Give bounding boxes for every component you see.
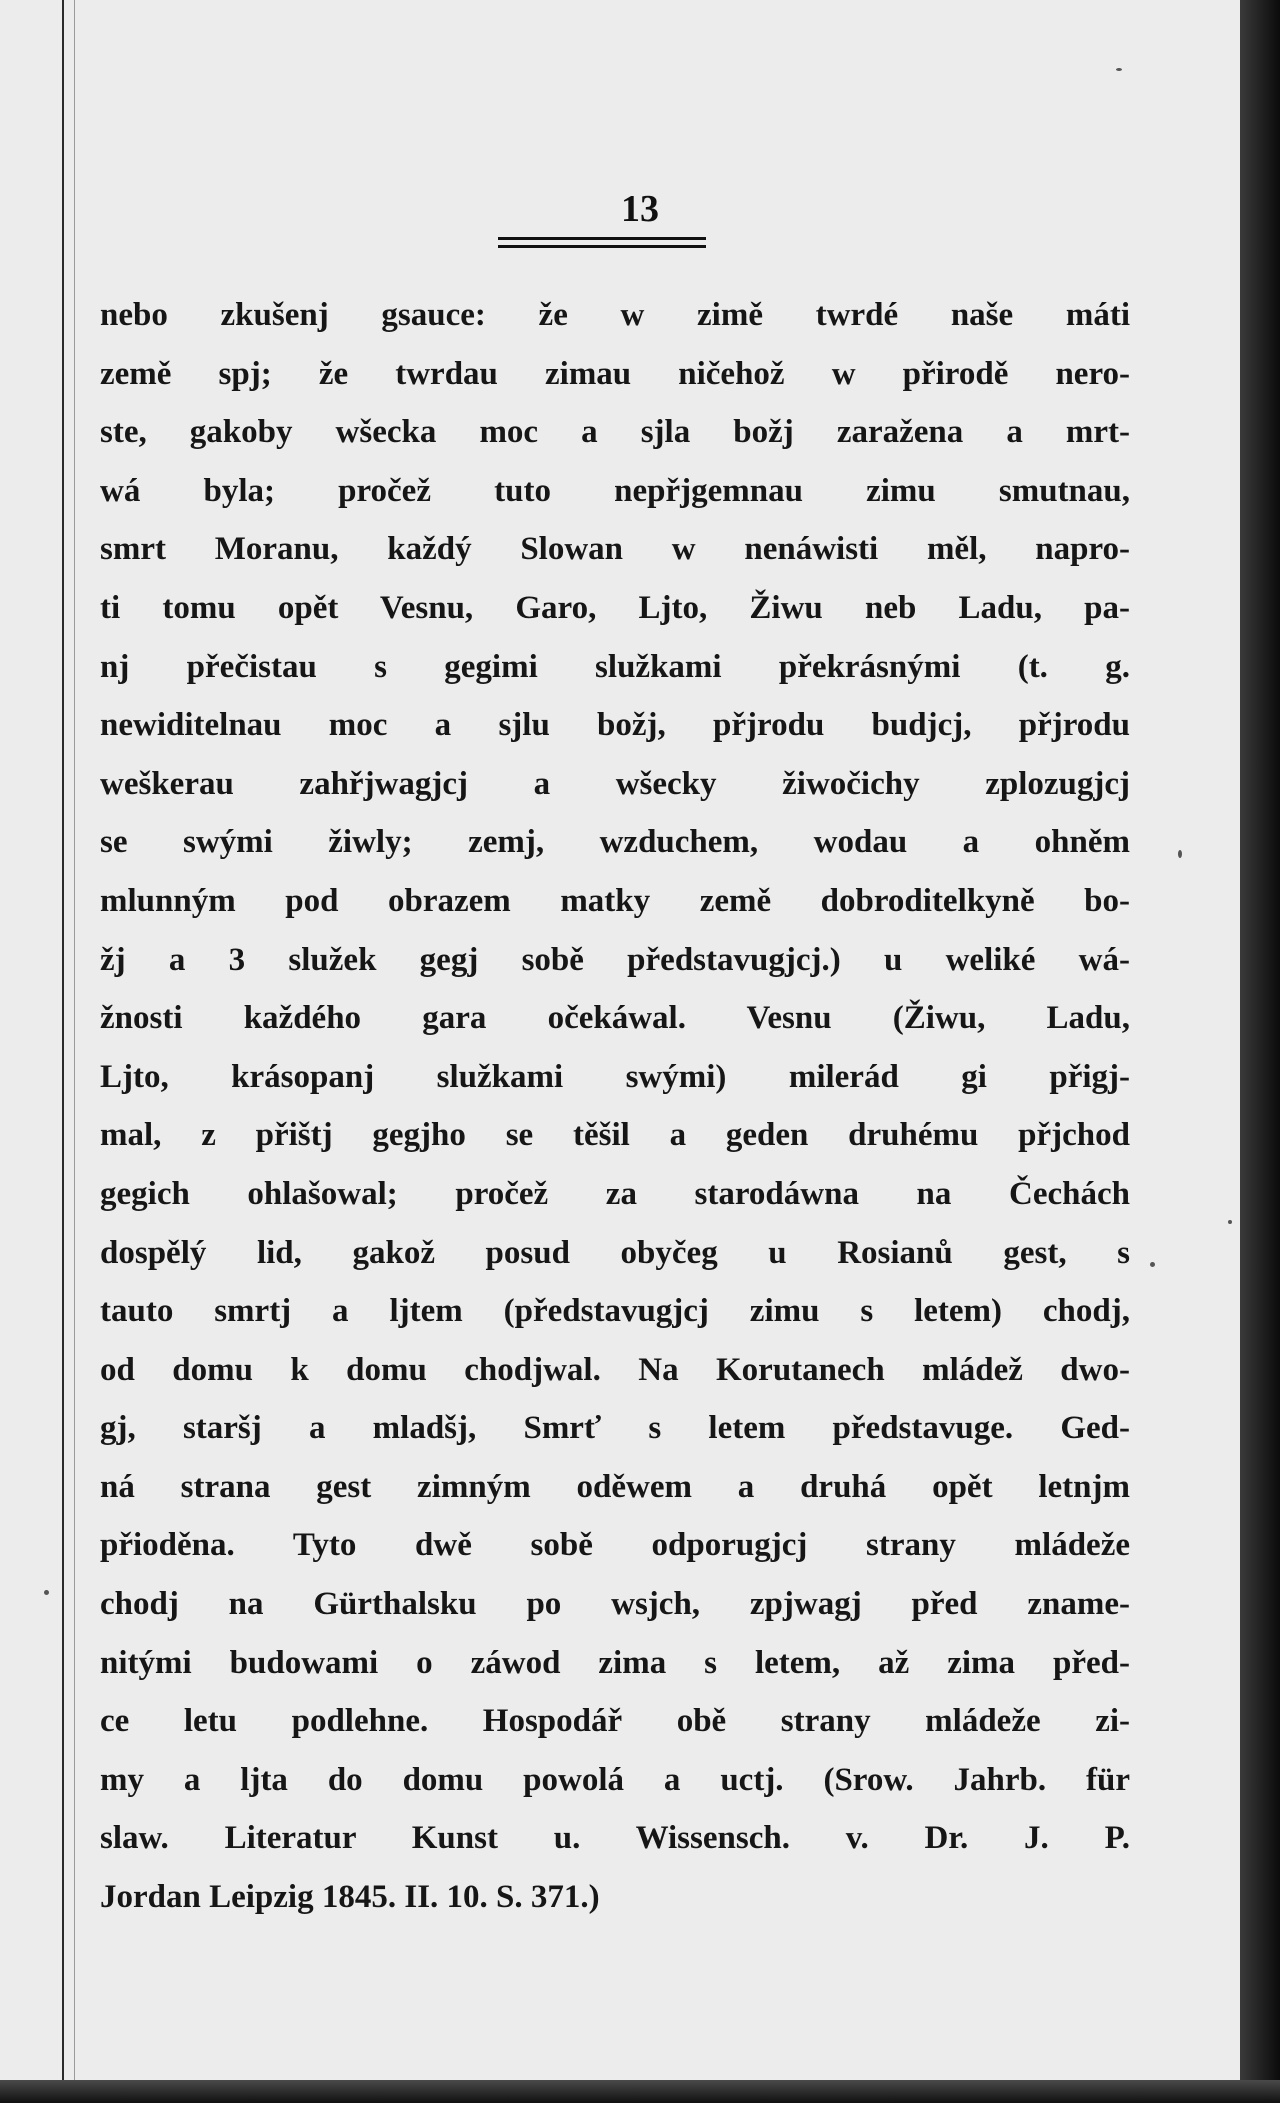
text-line: slaw. Literatur Kunst u. Wissensch. v. Dr. J. P. [100,1820,1130,1857]
text-line: chodj na Gürthalsku po wsjch, zpjwagj před zname- [100,1586,1130,1623]
paper-speck [1228,1220,1232,1224]
text-line: žnosti každého gara očekáwal. Vesnu (Žiwu, Ladu, [100,1000,1130,1037]
scan-edge-right [1240,0,1280,2103]
text-line: nebo zkušenj gsauce: že w zimě twrdé naše máti [100,297,1130,333]
text-line: smrt Moranu, každý Slowan w nenáwisti měl, napro- [100,531,1130,568]
paper-speck [1150,1262,1155,1267]
text-line: ste, gakoby wšecka moc a sjla božj zaražena a mrt- [100,414,1130,451]
header-rule-bottom [498,245,706,248]
text-line: newiditelnau moc a sjlu božj, přjrodu budjcj, přjrodu [100,707,1130,744]
text-line: dospělý lid, gakož posud obyčeg u Rosianů gest, s [100,1234,1130,1271]
text-line: Ljto, krásopanj služkami swými) milerád gi přigj- [100,1058,1130,1095]
text-line: od domu k domu chodjwal. Na Korutanech mládež dwo- [100,1351,1130,1388]
text-line: mal, z přištj gegjho se těšil a geden druhému přjchod [100,1117,1130,1154]
text-line: přioděna. Tyto dwě sobě odporugjcj strany mládeže [100,1527,1130,1564]
text-line: nj přečistau s gegimi služkami překrásnými (t. g. [100,648,1130,685]
paper-speck [44,1590,49,1595]
header-rule-top [498,237,706,240]
margin-rule [62,0,64,2080]
page-number: 13 [621,188,659,230]
inner-margin-rule [74,0,75,2080]
text-line: weškerau zahřjwagjcj a wšecky žiwočichy zplozugjcj [100,765,1130,802]
text-line: ti tomu opět Vesnu, Garo, Ljto, Žiwu neb Ladu, pa- [100,589,1130,626]
text-line: se swými žiwly; zemj, wzduchem, wodau a ohněm [100,824,1130,861]
text-line: ná strana gest zimným oděwem a druhá opět letnjm [100,1468,1130,1505]
text-line: nitými budowami o záwod zima s letem, až zima před- [100,1644,1130,1681]
text-line: gegich ohlašowal; pročež za starodáwna na Čechách [100,1175,1130,1212]
scan-edge-bottom [0,2080,1280,2103]
text-line: žj a 3 služek gegj sobě představugjcj.) u weliké wá- [100,941,1130,978]
paper-speck [1178,850,1182,858]
paper-speck [1116,68,1122,71]
text-line: ce letu podlehne. Hospodář obě strany mládeže zi- [100,1703,1130,1740]
text-line-last: Jordan Leipzig 1845. II. 10. S. 371.) [100,1879,600,1916]
text-line: země spj; že twrdau zimau ničehož w přirodě nero- [100,355,1130,392]
text-line: tauto smrtj a ljtem (představugjcj zimu s letem) chodj, [100,1293,1130,1330]
body-text [100,286,1130,1927]
text-line: my a ljta do domu powolá a uctj. (Srow. Jahrb. für [100,1761,1130,1798]
text-line: wá byla; pročež tuto nepřjgemnau zimu smutnau, [100,472,1130,509]
text-line: gj, staršj a mladšj, Smrť s letem představuge. Ged- [100,1410,1130,1447]
text-line: mlunným pod obrazem matky země dobroditelkyně bo- [100,882,1130,919]
